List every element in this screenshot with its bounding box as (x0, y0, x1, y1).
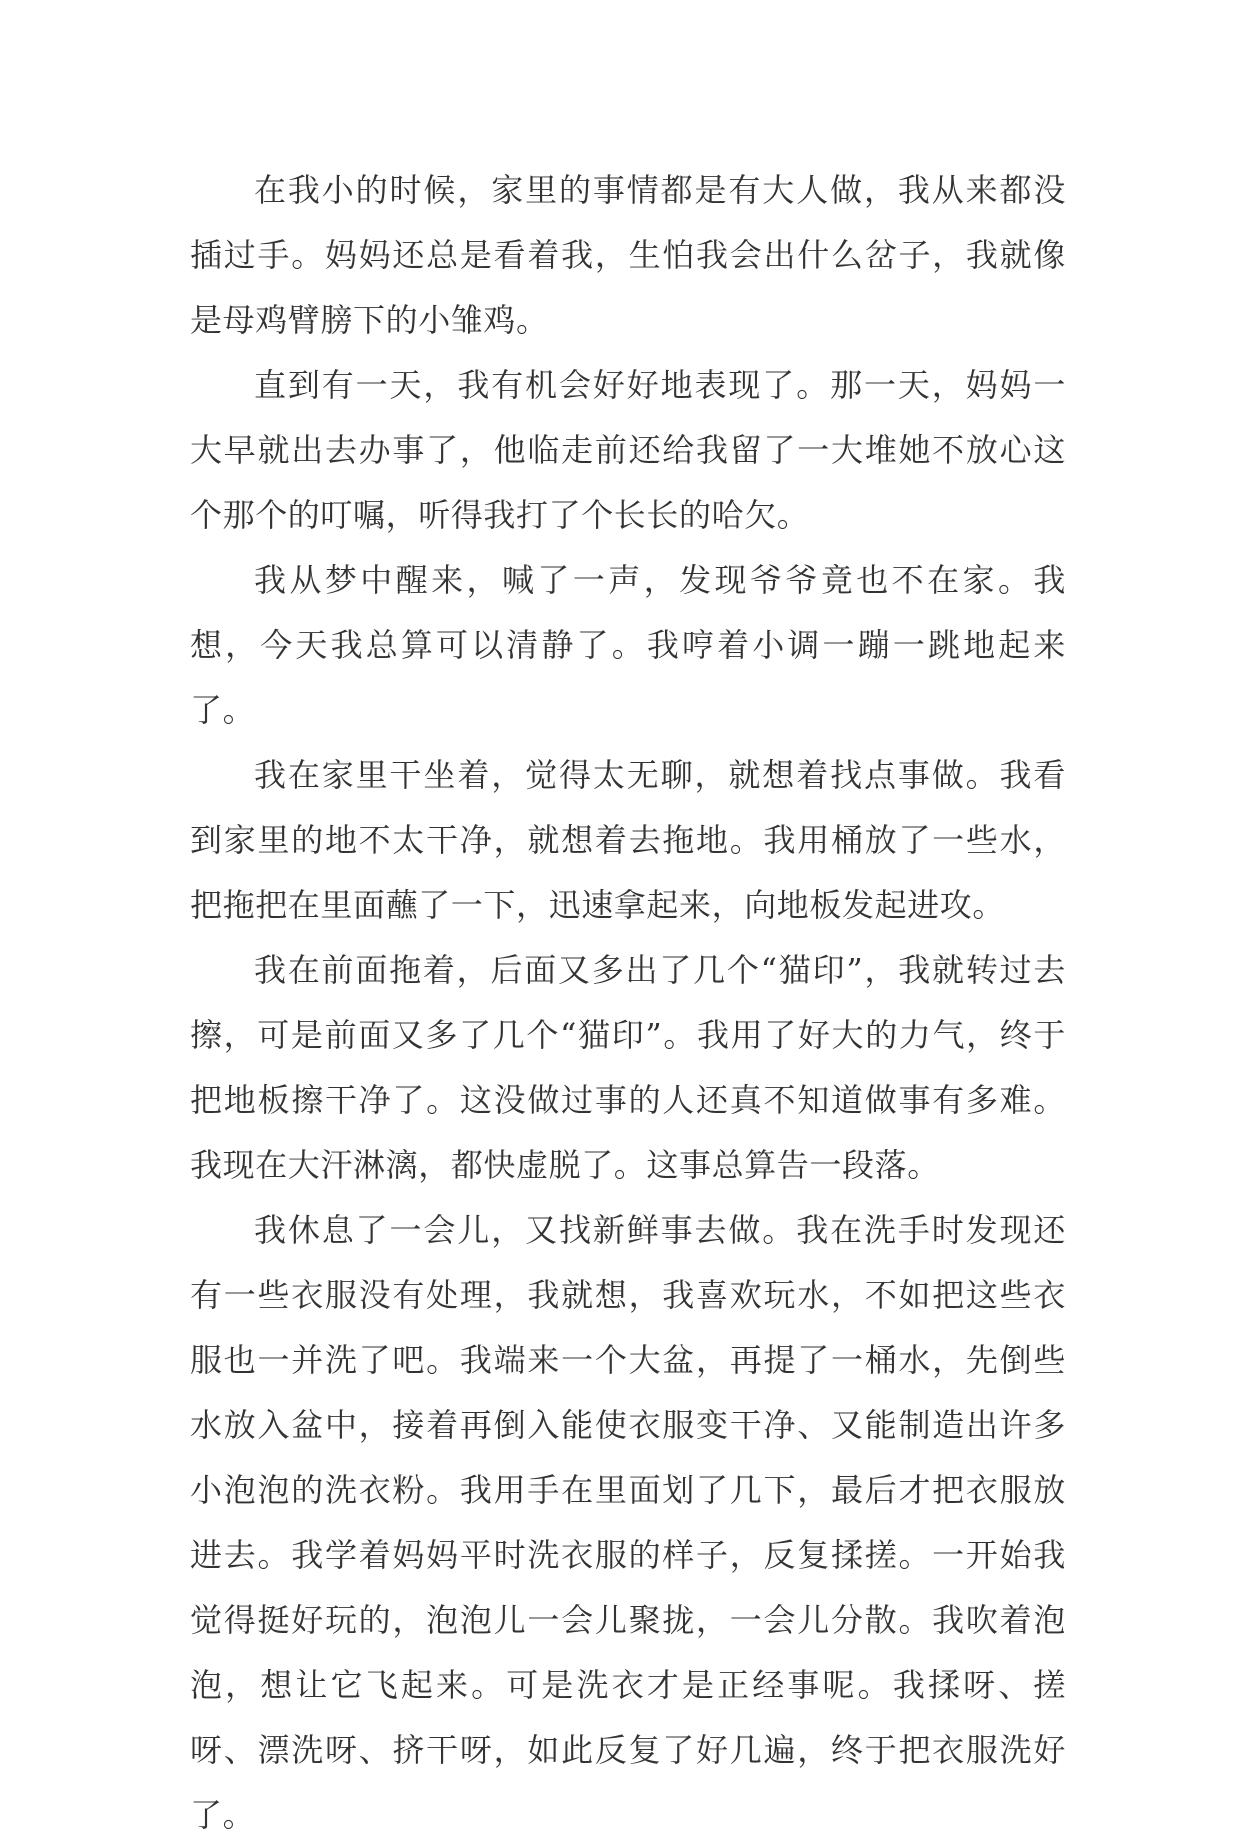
paragraph-6: 我休息了一会儿，又找新鲜事去做。我在洗手时发现还有一些衣服没有处理，我就想，我喜欢玩水，不如把这些衣服也一并洗了吧。我端来一个大盆，再提了一桶水，先倒些水放入盆中，接着再倒入能使衣服变干净、又能制造出许多小泡泡的洗衣粉。我用手在里面划了几下，最后才把衣服放进去。我学着妈妈平时洗衣服的样子，反复揉搓。一开始我觉得挺好玩的，泡泡儿一会儿聚拢，一会儿分散。我吹着泡泡，想让它飞起来。可是洗衣才是正经事呢。我揉呀、搓呀、漂洗呀、挤干呀，如此反复了好几遍，终于把衣服洗好了。 (190, 1211, 1066, 1834)
paragraph-4: 我在家里干坐着，觉得太无聊，就想着找点事做。我看到家里的地不太干净，就想着去拖地。我用桶放了一些水，把拖把在里面蘸了一下，迅速拿起来，向地板发起进攻。 (190, 756, 1066, 924)
paragraph-1: 在我小的时候，家里的事情都是有大人做，我从来都没插过手。妈妈还总是看着我，生怕我会出什么岔子，我就像是母鸡臂膀下的小雏鸡。 (190, 171, 1066, 339)
paragraph-5: 我在前面拖着，后面又多出了几个“猫印”，我就转过去擦，可是前面又多了几个“猫印”。我用了好大的力气，终于把地板擦干净了。这没做过事的人还真不知道做事有多难。我现在大汗淋漓，都快虚脱了。这事总算告一段落。 (190, 951, 1066, 1184)
paragraph-2: 直到有一天，我有机会好好地表现了。那一天，妈妈一大早就出去办事了，他临走前还给我留了一大堆她不放心这个那个的叮嘱，听得我打了个长长的哈欠。 (190, 366, 1066, 534)
paragraph-3: 我从梦中醒来，喊了一声，发现爷爷竟也不在家。我想，今天我总算可以清静了。我哼着小调一蹦一跳地起来了。 (190, 561, 1066, 729)
essay-body (190, 158, 1066, 1848)
